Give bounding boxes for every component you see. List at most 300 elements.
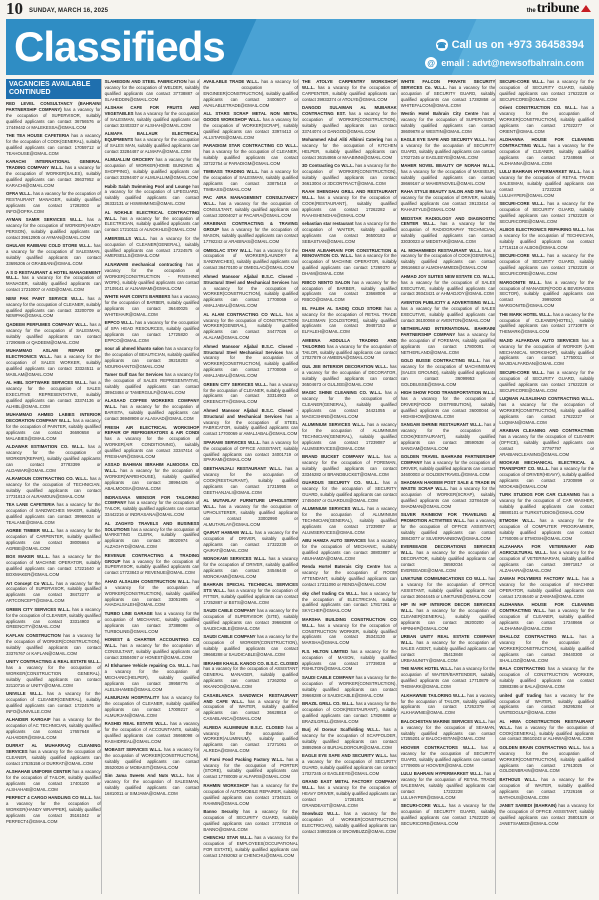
ad-text: has a vacancy for the occupation of SECURITY GUARD, suitably qualified applicants can contact 17729216 or BANNO@GMAIL.COM <box>203 808 299 832</box>
ad-text: has a vacancy for the occupation of WORKER(LAUNDRY & SANDWICHES), suitably qualified applicants can contact 36470100 or OMEGLAC@GMAIL.COM <box>203 247 299 271</box>
ad-text: has a vacancy for the occupation of WORKER(ALUMINIUM), suitably qualified applicants can contact 17271061 or ALREDA@GMAIL.COM <box>203 724 299 754</box>
classified-ad <box>499 719 594 743</box>
ad-company: AVAILABLE TRADE W.L.L. <box>203 79 260 84</box>
classified-ad <box>6 217 101 241</box>
page-number: 10 <box>6 0 23 18</box>
classified-ad <box>302 506 397 536</box>
ad-company: ALREDA ALUMINIUM B.S.C. CLOSED <box>203 724 284 730</box>
ad-company: AL NOKHLE ELECTRICAL CONTRACTING W.L.L. <box>104 209 200 221</box>
ad-text: has a vacancy for the occupation of SECURITY GUARD, suitably qualified applicants can contact 17622228 or SECURICORE@GMAIL.COM <box>499 253 595 277</box>
ad-company: SECURI-CORE W.L.L. <box>499 201 545 207</box>
banner-email-text: email : advt@newsofbahrain.com <box>441 58 584 68</box>
classified-ad <box>203 440 298 464</box>
classified-ad <box>203 466 298 496</box>
ad-company: ALDAWAR ESTIMATION CO. W.L.L. <box>6 444 85 450</box>
ad-company: ALMUALLIM GROCERY <box>104 157 154 163</box>
ad-company: ZAMAN POLYMERS FACTORY W.L.L. <box>499 576 580 582</box>
ad-company: SILVER RAINBOW FOR TRAVELING & PROMOTION ACTIVITIES W.L.L. <box>400 512 496 524</box>
ad-text: has a vacancy for the occupation of RETAIL TRADE SALESMAN, suitably qualified applicants can contact 17222228 or LULUHYPER@GMAIL.COM <box>499 169 595 198</box>
ad-company: ALZAHARA FOR VETERINARY AND AGRICULTURAL W.L.L. <box>499 544 595 556</box>
ad-text: has a vacancy for the occupation of WORKER(REPAIR), suitably qualified applicants can contact 37783399 or ALDAWAR@GMAIL.COM <box>6 444 101 473</box>
classified-ad <box>499 137 594 167</box>
classified-ad <box>499 460 594 490</box>
ad-text: has a vacancy for the occupation of SALES MAN, suitably qualified applicants can contact 33284487 or ALMAFA@GMAIL.COM <box>104 137 200 154</box>
ad-company: LULU BAHRAIN HYPERMARKET W.L.L. <box>400 770 483 776</box>
classified-ad <box>105 579 200 609</box>
ad-text: has a vacancy for the occupation of MASON, suitably qualified applicants can contact 17739028 or RSHILTON@GMAIL.COM <box>302 648 397 672</box>
ad-text: has a vacancy for the occupation of SUPERVISOR (SITE), suitably qualified applicants can contact 39668288 or SAUDICABLE@GMAIL.COM <box>203 608 299 632</box>
classified-ad <box>499 79 594 103</box>
ad-text: has a vacancy for the occupation of SUPERVISOR, suitably qualified applicants can contact 38609878 or WESTIN@GMAIL.COM <box>400 111 496 134</box>
tribune-logo <box>527 1 591 17</box>
classified-ad <box>499 253 594 277</box>
classified-ad <box>302 811 397 835</box>
classified-ad <box>401 422 496 452</box>
classified-columns <box>6 79 594 894</box>
ad-text: has a vacancy for the occupation of TECHNICIAN, suitably qualified applicants can contact 17716118 or ALBOS@GMAIL.COM <box>499 227 595 251</box>
ad-company: Snowbuzz W.L.L. <box>302 811 340 817</box>
ad-company: MUHAMMAD AHMED LABIES INTERIOR DECORATION COMPANY W.L.L. <box>6 412 101 423</box>
classified-ad <box>401 163 496 187</box>
ad-text: has a vacancy for the occupation of ALUMINIUM TECHNICIAN(GENERAL), suitably qualified applicants can contact 17239087 or ALUMSERVICES@GMAIL.COM <box>302 422 397 451</box>
classified-ad <box>6 444 101 474</box>
classified-ad <box>105 157 200 181</box>
ad-company: Al Farsi Food Packing Factory W.L.L. <box>203 756 285 762</box>
classified-ad <box>105 747 200 771</box>
ad-company: LULU BAHRAIN HYPERMARKET W.L.L. <box>499 169 582 175</box>
classified-ad <box>6 101 101 131</box>
ad-text: has a vacancy for the occupation of SECURITY GUARD, suitably qualified applicants can contact 17622228 or SECURICORE@GMAIL.COM <box>499 369 595 393</box>
classified-ad <box>499 370 594 394</box>
ad-text: has a vacancy for the occupation of WAITER, suitably qualified applicants can contact 36500183 or SEBASTIAN@GMAIL.COM <box>302 221 397 245</box>
ad-company: SLAHEDDIN AND STEEL FABRICATION <box>104 79 187 84</box>
ad-text: has a vacancy for the occupation of ELECTRICIAN, suitably qualified applicants can contact 17817261 or SKYCHEF@GMAIL.COM <box>302 590 397 614</box>
ad-text: has a vacancy for the occupation of SALES EXECUTIVE, suitably qualified applicants can contact 36100068 or AVENTON@GMAIL.COM <box>400 305 496 323</box>
ad-text: has a vacancy for the occupation of CLEANER(GENERAL), suitably qualified applicants can contact 34421055 or MAGICSHINE@GMAIL.COM <box>302 390 397 419</box>
classified-ad <box>6 476 101 500</box>
ad-text: has a vacancy for the occupation of ROOM ATTENDANT, suitably qualified applicants can contact 17311090 or RENDA@GMAIL.COM <box>302 564 397 588</box>
ad-text: has a vacancy for the occupation of PAINTER, suitably qualified applicants can contact 36690658 or MALABIES@GMAIL.COM <box>6 417 101 441</box>
classified-ad <box>302 79 397 103</box>
classified-ad <box>203 169 298 193</box>
ad-text: has a vacancy for the occupation of CAR WASHER, suitably qualified applicants can contact 38880101 or TURKSTUDIOS@GMAIL.COM <box>499 492 595 515</box>
ad-text: has a vacancy for the occupation of CARPENTER, suitably qualified applicants can contact 38005664 or AGRBE@GMAIL.COM <box>6 528 101 552</box>
ad-text: has a vacancy for the occupation of DRIVER, suitably qualified applicants can contact 17322230 or QAIRAT@GMAIL.COM <box>203 529 299 553</box>
ad-text: has a vacancy for the occupation of MACHINE OPERATOR, suitably qualified applicants can contact 17269370 or DHAM@GMAIL.COM <box>302 253 397 277</box>
classified-ad <box>203 221 298 245</box>
ad-company: MAGIC SHINE CLEANING CO. W.L.L. <box>302 390 383 395</box>
ad-company: ALMURJAN HOSPITALITY <box>104 695 160 701</box>
ad-company: Orient CONSTRUCTION CO. W.L.L. <box>499 105 578 111</box>
classified-ad <box>302 189 397 219</box>
ad-company: NETHERLAND INTERNATIONAL BAHRAINI PARTNERSHIP COMPANY <box>400 325 496 337</box>
ad-text: has a vacancy for the occupation of CONSTRUCTION WORKER, suitably qualified applicants can contact 33883386 or BALA@GMAIL.COM <box>499 666 595 690</box>
classified-ad <box>6 243 101 267</box>
classified-ad <box>499 693 594 717</box>
ad-text: has a vacancy for the occupation of OFFICE ASSISTANT, suitably qualified applicants can contact 38843077 or SILVERRAINBOW@GMAIL.COM <box>400 518 496 541</box>
ad-company: AMERSELLS W.L.L. <box>104 235 148 241</box>
ad-text: has a vacancy for the occupation of ENGINEER(CONSTRUCTION), suitably qualified applicants can contact 34006077 or AVAILABLETRADE@GMAIL.COM <box>203 79 299 108</box>
ad-company: MARGONITE W.L.L. <box>499 279 542 285</box>
classified-ad <box>401 544 496 574</box>
ad-company: ALDHANNA HOUSE FOR CLEANING CONTRACTING W.L.L. <box>499 137 595 149</box>
ad-text: has a vacancy for the occupation of SECURITY GUARD, suitably qualified applicants can contact 17027245 or EAGLEEYE@GMAIL.COM <box>302 753 397 776</box>
classified-ad <box>6 554 101 578</box>
ad-company: PAC AIRA MANAGEMENT CONSULTANCY W.L.L. <box>203 195 299 207</box>
ad-text: has a vacancy for the occupation of WORKER(CONSTRUCTION), suitably qualified applicants can contact 39440300 or SHALLOZ@GMAIL.COM <box>499 634 595 664</box>
classified-ad <box>6 795 101 825</box>
ad-company: THE MARK HOTEL W.L.L. <box>400 666 454 672</box>
ad-company: ETMOSH W.L.L. <box>499 518 535 524</box>
ad-text: has a vacancy for the occupation of MASON, suitably qualified applicants can contact 17792242 or ARABINAS@GMAIL.COM <box>203 227 299 245</box>
classified-ad <box>203 556 298 580</box>
classified-ad <box>105 495 200 519</box>
classified-ad <box>105 236 200 260</box>
ad-text: has a vacancy for the occupation of MECHANIC(HELPER), suitably qualified applicants can contact 39958776 or ALELSHAMEE@GMAIL.COM <box>104 663 200 692</box>
ad-company: OFRA W.L.L. <box>6 191 32 197</box>
ad-company: Tamer Gulf Gas for Services <box>104 372 164 378</box>
ad-company: Ahmed Mansoor Aljabal B.S.C. Closed - Structural and Mechanical Services <box>203 407 299 419</box>
classified-ad <box>499 666 594 690</box>
classified-ad <box>105 294 200 318</box>
ad-text: has a vacancy for the occupation of CLEANER, suitably qualified applicants can contact 17248666 or ALDHANNA@GMAIL.COM <box>499 608 595 632</box>
classified-ad <box>499 428 594 458</box>
ad-text: has a vacancy for the occupation of WORKER(CONSTRUCTION GENERAL), suitably qualified applicants can contact 32110716 or UNITY@GMAIL.COM <box>6 664 101 688</box>
ad-company: nour ali ahmed khanto salon <box>104 346 164 352</box>
classified-ad <box>302 675 397 699</box>
classified-ad <box>499 201 594 225</box>
classified-ad <box>302 753 397 777</box>
classified-ad <box>105 773 200 797</box>
ad-company: MAHER NOVEL BEAUTY OF NORAH W.L.L. <box>400 163 496 169</box>
ad-company: ARABIAN CLEANING AND CONTRACTING <box>499 427 595 433</box>
classified-ad <box>401 111 496 135</box>
ad-text: has a vacancy for the occupation of FOREMAN, suitably qualified applicants can contact 33346282 or BRANDBUCKET@GMAIL.COM <box>302 454 397 477</box>
ad-company: FRESH AIR ELECTRICAL WORKSHOP REPAIR OF REFRIGERATORS & AIR CONDI <box>104 424 200 436</box>
ad-text: has a vacancy for the occupation of SECURITY GUARD, suitably qualified applicants can contact 17622228 or SECURICORE@GMAIL.COM <box>499 201 595 224</box>
classified-ad <box>401 745 496 769</box>
classified-ad <box>401 693 496 717</box>
ad-text: has a vacancy for the occupation of MECHANIC, suitably qualified applicants can contact 38803887 or ABUHAMZA@GMAIL.COM <box>302 538 397 562</box>
ad-company: TEA LANE CAFETERIA <box>6 502 55 508</box>
ad-company: AL MUTARLAY FURNITURE UPHOLSTERY W.L.L. <box>203 497 299 509</box>
ad-company: sky chef trading Co W.L.L. <box>302 590 359 596</box>
ad-text: has a vacancy for the occupation of WORKER(CONSTRUCTION), suitably qualified applicants can contact 33744074 or DANGOD@GMAIL.COM <box>302 111 397 134</box>
classified-ad <box>401 634 496 664</box>
ad-text: has a vacancy for the occupation of SALESMAN, suitably qualified applicants can contact 32403337 or ALSHAH@GMAIL.COM <box>104 111 200 128</box>
ad-text: has a vacancy for the occupation of TAILOR, suitably qualified applicants can contact 17262379 or ALKHAWNIE@GMAIL.COM <box>400 692 496 716</box>
ad-company: 3D Contracting Co W.L.L. <box>302 163 354 169</box>
ad-company: EAGLE EYE SAFE AND SECURITY W.L.L. <box>400 137 487 143</box>
ad-company: ALL STARS SCRAP METAL NON METAL GOODS WORKSHOP W.L.L. <box>203 111 299 122</box>
classified-ad <box>6 633 101 657</box>
ad-text: has a vacancy for the occupation of SECURITY GUARD, suitably qualified applicants can contact 17450497 or GUARDUS@GMAIL.COM <box>302 480 397 503</box>
ad-text: has a vacancy for the occupation of TECHNICIAN, suitably qualified applicants can contact 17731813 or ALRAMOUN@GMAIL.COM <box>6 476 101 499</box>
ad-text: has a vacancy for the occupation of WORKER(CONSTRUCTION), suitably qualified applicants can contact 17622227 or LUQMAN@GMAIL.COM <box>499 401 595 425</box>
classified-ad <box>6 380 101 410</box>
classified-ad <box>105 398 200 422</box>
ad-company: DANGOD SULAIMAN AL MUBARAK CONTRACTING EST. <box>302 105 397 117</box>
classified-ad <box>203 634 298 658</box>
ad-text: has a vacancy for the occupation of CLEANER, suitably qualified applicants can contact 33314903 or GREENCITY@GMAIL.COM <box>6 606 101 630</box>
classified-ad <box>203 582 298 606</box>
ad-text: has a vacancy for the occupation of CONSTRUCTION WORKER(GENERAL), suitably qualified applicants can contact 34477026 or ALALAM@GMAIL.COM <box>203 311 299 341</box>
ad-text: has a vacancy for the occupation of WORKER(CONSTRUCTION), suitably qualified applicants can contact 39668288 or SAUDICABLE@GMAIL.COM <box>302 674 397 698</box>
ad-company: AL HIBL SOFTWARE SERVICES W.L.L. <box>6 379 88 385</box>
ad-company: PARADIGM STAR CONTRACTING CO W.L.L. <box>203 143 299 149</box>
ad-company: BOX MAKER W.L.L. <box>6 554 50 560</box>
ad-company: MONOKAMI SERVICES W.L.L. <box>203 556 267 562</box>
classified-ad <box>302 727 397 751</box>
classified-ad <box>302 280 397 304</box>
classified-ad <box>203 382 298 406</box>
classified-ad <box>105 637 200 661</box>
ad-company: SAUDI CABLE COMPANY <box>203 634 256 640</box>
banner-title: Classifieds <box>14 23 225 70</box>
classified-ad <box>302 779 397 809</box>
ad-company: DURRAT AL MUHARRAQ CLEANING SERVICES <box>6 743 101 755</box>
ad-company: HONEST & CHARTER ACCOUNTING CO W.L.L. <box>104 636 200 648</box>
ad-company: MARSHA BUILDING CONSTRUCTION CO W.L.L. <box>302 616 397 628</box>
ad-company: AMEENA ADDULLA TRADING AND TAILORING <box>302 337 397 349</box>
column-6 <box>495 79 594 894</box>
ad-text: has a vacancy for the occupation of CLEANER(HOTEL), suitably qualified applicants can contact 17710879 or THEMARK@GMAIL.COM <box>499 311 595 335</box>
classified-ad <box>105 262 200 292</box>
classified-ad <box>105 131 200 155</box>
classified-ad <box>401 771 496 801</box>
ad-text: has a vacancy for the occupation of SCAFFOLDER, suitably qualified applicants can contact 38892969 or BURJALDOROUR@GMAIL.COM <box>302 727 397 750</box>
classified-ad <box>499 576 594 600</box>
classified-ad <box>499 227 594 251</box>
ad-company: SECURI-CORE W.L.L. <box>499 253 545 259</box>
ad-text: has a vacancy for the occupation of BARBER, suitably qualified applicants can contact 33668008 or RIBCO@GMAIL.COM <box>302 279 397 303</box>
ad-company: SANGAM SHRINE RESTAURANT W.L.L. <box>400 422 483 428</box>
ad-text: has a vacancy for the occupation of WAITER, suitably qualified applicants can contact 17226166 or BATHOUS@GMAIL.COM <box>499 776 595 800</box>
ad-company: AGRBE TIMBER W.L.L. <box>6 528 55 534</box>
ad-company: INDRASANA WENSOR FOR TAILORING COMPANY <box>104 494 200 506</box>
ad-text: has a vacancy for the occupation of CLEANER, suitably qualified applicants can contact 33200709 or NEWPAK@GMAIL.COM <box>6 295 101 319</box>
ad-company: UNIVILLE W.L.L. <box>6 690 43 696</box>
ad-text: has a vacancy for the occupation of WAITER, suitably qualified applicants can contact 36628818 or CASABLANCA@GMAIL.COM <box>203 698 299 722</box>
ad-text: has a vacancy for the occupation of WAITER, suitably qualified applicants can contact 36295284 or UNITEDGULF@GMAIL.COM <box>499 692 595 716</box>
ad-text: has a vacancy for the occupation of SALESMAN, suitably qualified applicants can contact 33875418 or TIMBASS@GMAIL.COM <box>203 169 299 192</box>
ad-text: has a vacancy for the occupation of SECURITY GUARD, suitably qualified applicants can contact 17622220 or SECURICORE@GMAIL.COM <box>400 803 496 826</box>
ad-text: has a vacancy for the occupation of MACHINISMAN (SALES GROUND), suitably qualified applicants can contact 36099953 or GOLDBUSSE@GMAIL.COM <box>400 357 496 387</box>
classified-ad <box>105 695 200 719</box>
classified-ad <box>105 663 200 693</box>
classified-ad <box>203 312 298 342</box>
classified-ad <box>302 538 397 562</box>
classified-ad <box>203 195 298 219</box>
ad-company: WHITE HAIR COINTS BARBERS <box>104 293 171 299</box>
ad-company: AHMAD JOY SUITES NEW ESTATE CO. W.L.L. <box>400 273 496 279</box>
ad-text: has a vacancy for the occupation of SPA HEAD RESOURCES, suitably qualified applicants can contact 17725820 or EPPCO@GMAIL.COM <box>104 320 200 343</box>
ad-company: ASSAD BAHMAN IBRAHIM ALMOOSA CO. W.L.L. <box>104 462 200 474</box>
ad-company: SPARAMI SERVICES W.L.L. <box>203 439 261 445</box>
ad-company: BALOCHISTAN MARINE SERVICES W.L.L. <box>400 718 488 724</box>
classified-ad <box>302 564 397 588</box>
ad-text: has a vacancy for the occupation of SANDWICHES MAKER, suitably qualified applicants can contact 39966024 or TEALANE@GMAIL.COM <box>6 502 101 525</box>
classified-ad <box>203 661 298 691</box>
ad-company: EVEREEADE DECORATIONS SERVICES W.L.L. <box>400 544 496 556</box>
ad-text: has a vacancy for the occupation of MACHINE OPERATOR, suitably qualified applicants can contact 17246440 or ZAMAN@GMAIL.COM <box>499 576 595 599</box>
classified-ad <box>302 617 397 647</box>
ad-company: R.S. HILTON LIMITED <box>302 648 349 654</box>
logo-wordmark: tribune <box>536 1 579 16</box>
classified-ad <box>6 322 101 346</box>
ad-text: has a vacancy for the occupation of DRIVER, suitably qualified applicants can contact 39133414 or RAHASTYLE@GMAIL.COM <box>400 189 496 213</box>
classifieds-banner <box>6 19 594 75</box>
ad-company: SHADMAN HAKEEM POST SALE & TRADE IN WASTE SCRAP W.L.L. <box>400 480 496 492</box>
classified-ad <box>203 248 298 272</box>
classified-ad <box>6 270 101 294</box>
ad-text: has a vacancy for the occupation of RESTAURANT MANAGER, suitably qualified applicants can contact 17282003 or INFO@OFRA.COM <box>6 191 101 214</box>
ad-text: has a vacancy for the occupation of ELECTRICIAN, suitably qualified applicants can contact 17210111 or ALNOKHLE@GMAIL.COM <box>104 215 200 233</box>
classified-ad <box>6 296 101 320</box>
classified-ad <box>105 79 200 103</box>
ad-company: ALUMINIUM SERVICES W.L.L. <box>302 422 366 428</box>
ad-company: QAIRAT HAMIAM W.L.L. <box>203 529 254 535</box>
ad-company: MUHAMMAD ASLAM REPAIR OF ELECTRONICS W.L.L. <box>6 347 101 359</box>
column-1 <box>6 79 101 894</box>
ad-company: TURK STUDIOS FOR CAR CLEANING <box>499 492 581 497</box>
ad-text: has a vacancy for the occupation of WORKER(CONSTRUCTION ELECTRICIAN), suitably qualified applicants can contact 34993166 or SNOWBUZZ@GMAIL.COM <box>302 811 397 835</box>
ad-text: has a vacancy for the occupation of CLEANER (OFFICE), suitably qualified applicants can contact 37797797 or ARABIANCLEANING@GMAIL.COM <box>499 433 595 457</box>
ad-text: has a vacancy for the occupation of WORKER(WAREHOUSE), suitably qualified applicants can contact 38994426 or ABALMOOSA@GMAIL.COM <box>104 468 200 492</box>
classified-ad <box>302 137 397 161</box>
ad-text: has a vacancy for the occupation of WORKER(HANDY WRAPPER), suitably qualified applicants can contact 35161042 or PERFECT4@GMAIL.COM <box>6 795 101 825</box>
ad-company: GREEN CITY SERVICES W.L.L. <box>203 381 268 387</box>
classified-ad <box>203 783 298 807</box>
ad-company: GOLDEN TRAVEL BAHRAINI PARTNERSHIP COMPANY <box>400 454 496 465</box>
ad-company: RIBCO NENTO SALON <box>302 279 351 285</box>
ad-text: has a vacancy for the occupation of WORKER(CONSTRUCTION), suitably qualified applicants can contact 17022277 or ORIENT@GMAIL.COM <box>499 105 595 134</box>
classified-ad <box>203 79 298 109</box>
ad-text: has a vacancy for the occupation of WORKER(CONSTRUCTION), suitably qualified applicants can contact 35520026 or MOBASIT@GMAIL.COM <box>104 747 200 771</box>
ad-company: SAUDI CABLE COMPANY <box>302 674 355 680</box>
ad-text: has a vacancy for the occupation of WELDER, suitably qualified applicants can contact 37738887 or SLAHEDDIN@GMAIL.COM <box>104 79 200 102</box>
page-header <box>0 0 599 17</box>
classified-ad <box>203 498 298 528</box>
ad-text: has a vacancy for the occupation of RETAIL TRADE SALESMAN (COLDSTORE), suitably qualified applicants can contact 39487153 or ELFALEH@GMAIL.COM <box>302 305 397 335</box>
classified-ad <box>105 425 200 460</box>
classified-ad <box>499 544 594 574</box>
classified-ad <box>6 607 101 631</box>
classified-ad <box>302 306 397 336</box>
ad-company: GOLDEN BRAIN CONTRACTING W.L.L. <box>499 744 582 750</box>
ad-text: has a vacancy for the occupation of STEEL FABRICATOR, suitably qualified applicants can contact 17700069 or AMALJABAL@GMAIL.COM <box>203 413 299 437</box>
ad-company: PERFECT 4 CARGO HANDLING CO W.L.L. <box>6 795 93 801</box>
ad-text: has a vacancy for the occupation of DECORATOR, suitably qualified applicants can contact 36592034 or EVEREEADE@GMAIL.COM <box>400 550 496 573</box>
banner-email <box>425 57 584 69</box>
ad-text: has a vacancy for the occupation of SALES REPRESENTATIVE, suitably qualified applicants can contact 38943484 or TAMERGULF@GMAIL.COM <box>104 372 200 395</box>
classified-ad <box>302 422 397 452</box>
ad-company: SECURI-CORE W.L.L. <box>499 79 545 84</box>
ad-company: RAHMIN WORKSHOP <box>203 782 249 788</box>
classified-ad <box>401 719 496 743</box>
ad-company: ALSHAHAB UNIFORM CENTER <box>6 769 71 775</box>
ad-company: sebastian star restaurant <box>302 221 354 227</box>
classified-ad <box>499 338 594 368</box>
classified-ad <box>302 338 397 362</box>
ad-company: MEDSTAR RADIOLOGY AND DIAGNOSTIC CENTER W.L.L. <box>400 215 496 227</box>
ad-company: CASABLANCA SANDWICH RESTAURANT AND CAFE W.L.L. <box>203 692 299 704</box>
ad-company: Mohammed Abul Aliti Albinni Catering <box>302 137 384 143</box>
ad-text: has a vacancy for the occupation of UPHOLSTERER, suitably qualified applicants can contact 33002990 or ALMUTARLAY@GMAIL.COM <box>203 503 299 527</box>
ad-text: has a vacancy for the occupation of COOK(GENERAL), suitably qualified applicants can contact 35610243 or ALHIWA@GMAIL.COM <box>499 724 595 742</box>
ad-company: BAHRAIN SPECIAL TECHNICAL SERVICES STS W.L.L. <box>203 582 299 594</box>
ad-company: KARACHI INTERNATIONAL GENERAL TRADING COMPANY W.L.L. <box>6 159 101 171</box>
ad-company: Sim Jama Sweets And Nuts W.L.L. <box>104 773 184 779</box>
ad-company: Ahmed Mansoor Aljabal B.S.C. Closed - Structural Steel Mechanical Services <box>203 343 299 355</box>
classified-ad <box>302 364 397 388</box>
ad-text: has a vacancy for the occupation of MANAGER(FOOD & BEVERAGES SECTOR), suitably qualified applicants can contact 39992000 or MARGONITE@GMAIL.COM <box>499 279 595 309</box>
classified-ad <box>203 608 298 632</box>
classified-ad <box>499 280 594 310</box>
banner-phone <box>436 39 584 51</box>
ad-text: has a vacancy for the occupation of WORKER(CONSTRUCTION), suitably qualified applicants can contact 36613004 or 3DCONTRACT@GMAIL.COM <box>302 163 397 186</box>
ad-company: NEW PAK PAINT SERVICE W.L.L. <box>6 295 84 301</box>
column-3 <box>199 79 298 894</box>
ad-text: has a vacancy for the occupation of SUPERVISOR, suitably qualified applicants can contact 38472277 or ARTCONCEPT@GMAIL.COM <box>6 580 101 604</box>
ad-text: has a vacancy for the occupation of DECORATOR, suitably qualified applicants can contact 36504673 or GULJEE@GMAIL.COM <box>302 363 397 387</box>
ad-text: has a vacancy for the occupation of COOK(RESTAURANT), suitably qualified applicants can contact 17262282 or RAAHSHENGHAI@GMAIL.COM <box>302 195 397 219</box>
ad-text: has a vacancy for the occupation of DRIVER, suitably qualified applicants can contact 34546440 or MONOKAMI@GMAIL.COM <box>203 556 299 579</box>
ad-text: has a vacancy for the occupation of SALESMAN, suitably qualified applicants can contact 33695206 or GRABBANI@GMAIL.COM <box>6 243 101 267</box>
ad-company: SAUDI CABLE COMPANY <box>203 608 256 614</box>
classified-ad <box>401 390 496 420</box>
ad-company: SECURI-CORE W.L.L. <box>400 803 447 808</box>
classified-ad <box>105 521 200 551</box>
ad-company: RASHID REAL ESTATE W.L.L. <box>104 721 168 727</box>
section-heading: VACANCIES AVAILABLE CONTINUED <box>6 79 101 99</box>
ad-text: has a vacancy for the occupation of SALESMAN, suitably qualified applicants can contact 16810011 or SIMJAMA@GMAIL.COM <box>104 773 200 797</box>
classified-ad <box>6 717 101 741</box>
ad-company: ABU HAMZA AUTO SERVICES <box>302 538 366 544</box>
classified-ad <box>6 528 101 552</box>
ad-company: AL MOHAMMEDI RESTAURANT W.L.L. <box>400 247 482 253</box>
ad-text: has a vacancy for the occupation of WORKER(SCRAP), suitably qualified applicants can contact 33974413 or ALLSTARS@GMAIL.COM <box>203 116 299 140</box>
ad-company: BRAZIL GRILL CO. W.L.L. <box>302 701 355 706</box>
ad-company: OMEGLAC STAY W.L.L. <box>203 247 253 253</box>
classified-ad <box>302 163 397 187</box>
ad-company: HIGH SHOW FOOD TRANSPORTATION W.L.L. <box>400 390 496 395</box>
ad-text: has a vacancy for the occupation of SALESMAN, suitably qualified applicants can contact 17290689 or QADEEM@GMAIL.COM <box>6 321 101 345</box>
classified-ad <box>6 502 101 526</box>
ad-text: has a vacancy for the occupation of WORKER(CONSTRUCTION), suitably qualified applicants can contact 33051905 or AHADALSALEH@GMAIL.COM <box>104 578 200 608</box>
ad-company: ALHAIDER KARGAIF <box>6 717 51 723</box>
ad-company: AL ALAM CONTRACTING CO W.L.L. <box>203 311 284 317</box>
classified-ad <box>203 693 298 723</box>
ad-text: has a vacancy for the occupation of COMPUTER PROGRAMMER, suitably qualified applicants can contact 17760006 or ETMOSH@GMAIL.COM <box>499 518 595 541</box>
classified-ad <box>302 649 397 673</box>
ad-company: ALBOS ELECTRONICS REPAIRING W.L.L. <box>499 227 586 233</box>
column-5 <box>397 79 496 894</box>
ad-text: has a vacancy for the occupation of EMPLOYEES(OCCUPATIONAL FOR ESTATE), suitably qualified applicants can contact 17492062 or CHENCHU@GMAIL.COM <box>203 835 299 858</box>
classified-ad <box>401 512 496 542</box>
ad-company: GUARDUS SECURITY CO. W.L.L. <box>302 480 379 486</box>
ad-text: has a vacancy for the occupation of RADIOGRAPHY TECHNICIAN, suitably qualified applicants can contact 33030023 or MEDSTAR@GMAIL.COM <box>400 221 496 245</box>
ad-company: ARABINAS CONTRACTING & TRAVING GROUP <box>203 221 299 233</box>
classified-ad <box>203 143 298 167</box>
ad-text: has a vacancy for the occupation of BARBER, suitably qualified applicants can contact 36440025 or WHITEHAIR@GMAIL.COM <box>104 293 200 317</box>
classified-ad <box>401 602 496 632</box>
ad-text: has a vacancy for the occupation of WORKER(CONSTRUCTION - FINISHING WORK), suitably qualified applicants can contact 37109141 or ALNAWAMI@GMAIL.COM <box>104 261 200 291</box>
classified-ad <box>105 611 200 635</box>
classified-ad <box>401 137 496 161</box>
classified-ad <box>203 111 298 141</box>
ad-company: ALSHAH CAFE FOR FRUITS AND VEGETABLES <box>104 105 200 117</box>
